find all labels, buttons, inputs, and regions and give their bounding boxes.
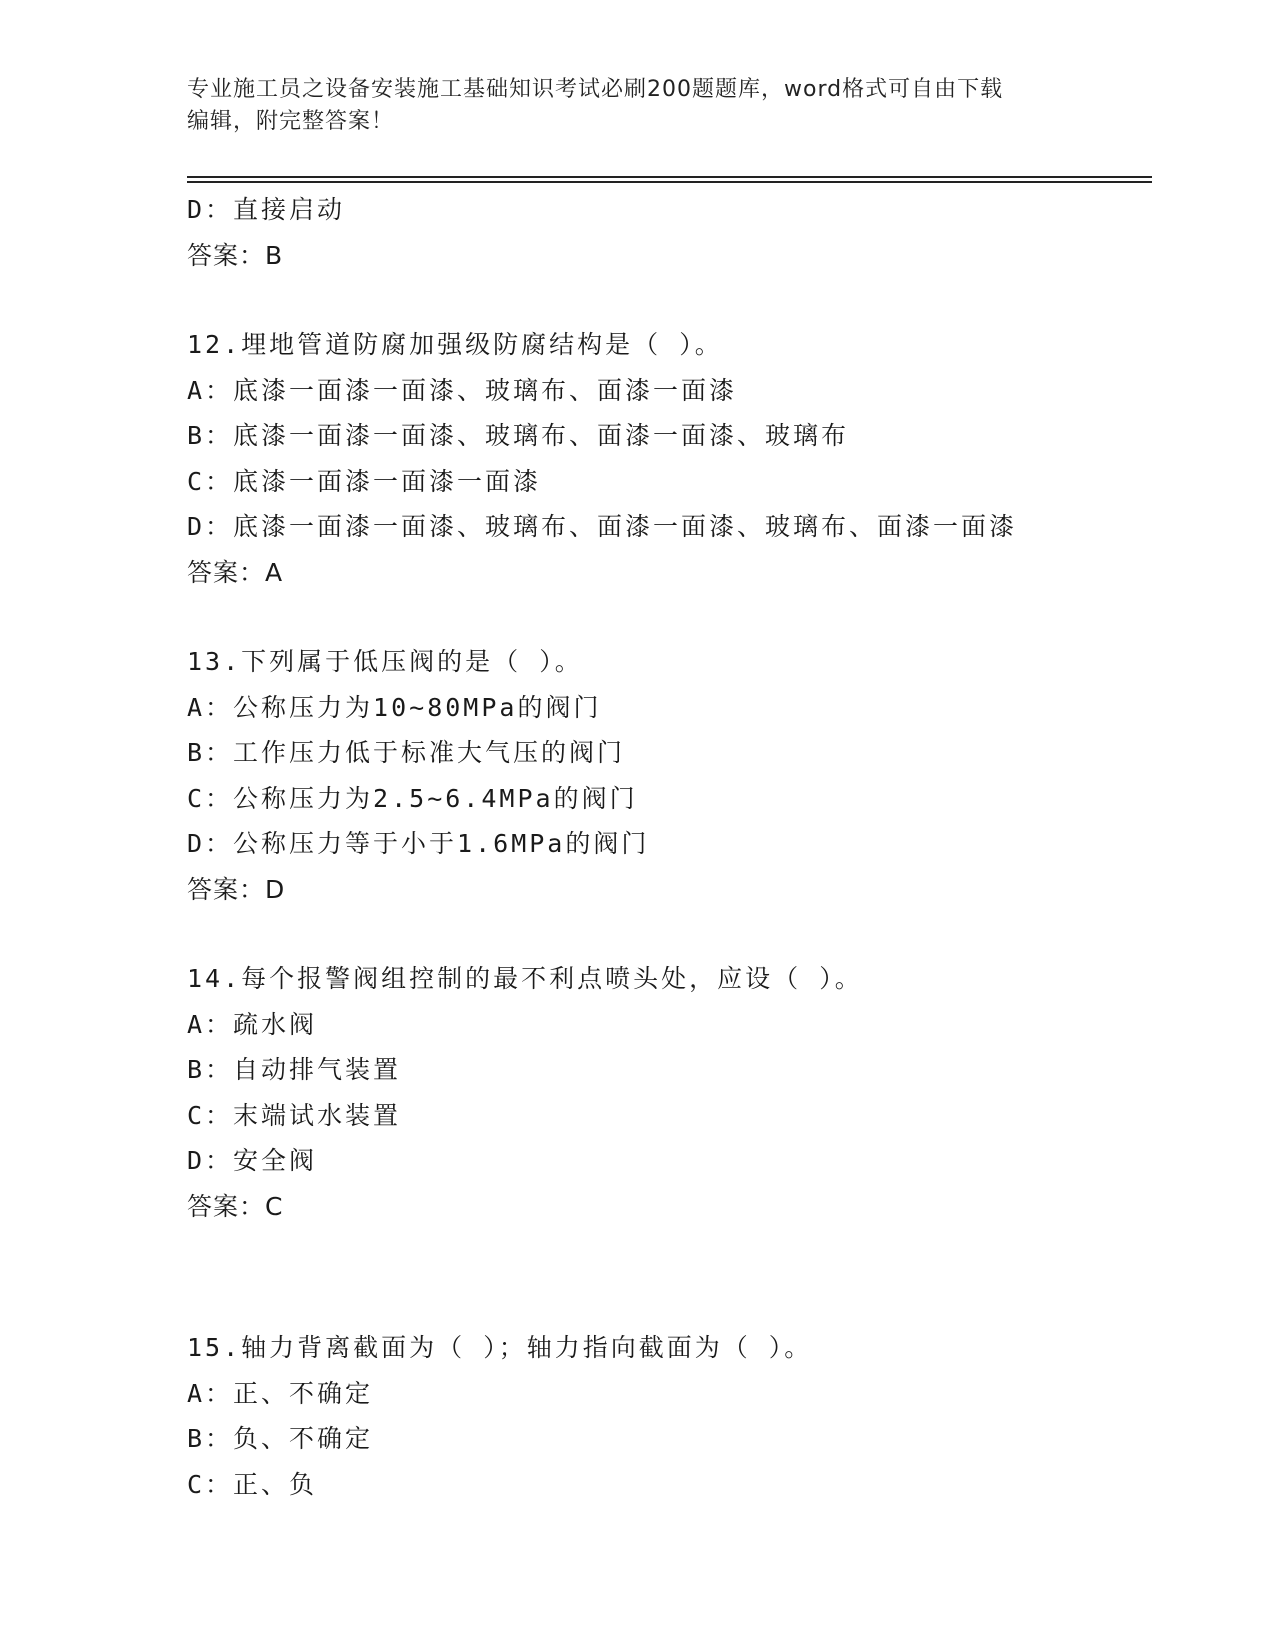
header-rule-top: [187, 176, 1152, 178]
question-15: [187, 1325, 1152, 1507]
option-b: B：工作压力低于标准大气压的阀门: [187, 738, 626, 767]
option-d: D：底漆一面漆一面漆、玻璃布、面漆一面漆、玻璃布、面漆一面漆: [187, 512, 1018, 541]
option-a: A：疏水阀: [187, 1009, 318, 1039]
option-a: A：正、不确定: [187, 1378, 374, 1408]
spacer: [187, 595, 1152, 639]
answer: 答案：D: [187, 874, 286, 904]
answer: 答案：A: [187, 557, 284, 587]
option-c: C：底漆一面漆一面漆一面漆: [187, 466, 542, 496]
document-header: [187, 74, 1087, 138]
header-title-line-1: 专业施工员之设备安装施工基础知识考试必刷200题题库，word格式可自由下载: [187, 77, 1004, 102]
question-text: 15.轴力背离截面为（ ）；轴力指向截面为（ ）。: [187, 1333, 813, 1362]
option-c: C：正、负: [187, 1469, 318, 1499]
prev-option-d: D：直接启动: [187, 195, 346, 224]
header-rule-bottom: [187, 181, 1152, 183]
option-c: C：末端试水装置: [187, 1100, 402, 1130]
option-b: B：底漆一面漆一面漆、玻璃布、面漆一面漆、玻璃布: [187, 421, 850, 450]
spacer: [187, 912, 1152, 956]
question-14: [187, 956, 1152, 1229]
spacer: [187, 278, 1152, 322]
answer: 答案：C: [187, 1191, 284, 1221]
question-text: 13.下列属于低压阀的是（ ）。: [187, 647, 583, 676]
question-12: [187, 322, 1152, 595]
option-a: A：公称压力为10~80MPa的阀门: [187, 692, 602, 722]
question-13: [187, 639, 1152, 912]
prev-answer: 答案：B: [187, 240, 284, 270]
option-b: B：负、不确定: [187, 1424, 374, 1453]
question-text: 12.埋地管道防腐加强级防腐结构是（ ）。: [187, 330, 723, 359]
question-text: 14.每个报警阀组控制的最不利点喷头处，应设（ ）。: [187, 964, 863, 993]
option-a: A：底漆一面漆一面漆、玻璃布、面漆一面漆: [187, 375, 738, 405]
header-title-line-2: 编辑，附完整答案！: [187, 109, 395, 134]
option-c: C：公称压力为2.5~6.4MPa的阀门: [187, 783, 638, 813]
option-d: D：安全阀: [187, 1146, 318, 1175]
question-list: [187, 187, 1152, 1229]
option-d: D：公称压力等于小于1.6MPa的阀门: [187, 829, 650, 858]
option-b: B：自动排气装置: [187, 1055, 402, 1084]
